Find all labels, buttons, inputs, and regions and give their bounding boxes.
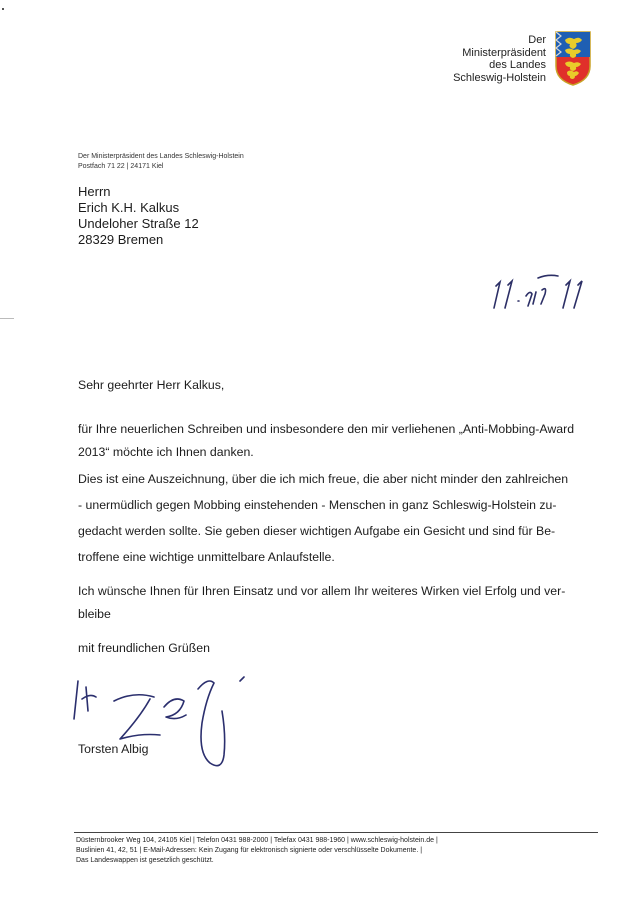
handwritten-date: [478, 268, 608, 316]
paragraph-award-line-4: troffene eine wichtige unmittelbare Anlaufstelle.: [78, 550, 335, 564]
recipient-line-2: Erich K.H. Kalkus: [78, 200, 180, 215]
paragraph-wishes: [78, 580, 598, 626]
salutation: Sehr geehrter Herr Kalkus,: [78, 378, 225, 392]
paragraph-wishes-line-2: bleibe: [78, 607, 111, 621]
footer-line-2: Buslinien 41, 42, 51 | E-Mail-Adressen: Kein Zugang für elektronisch signierte oder verschlüsselte Dokumente. |: [76, 847, 423, 854]
return-address-line-1: Der Ministerpräsident des Landes Schleswig-Holstein: [78, 153, 244, 160]
footer-divider: [74, 832, 598, 833]
return-address-line-2: Postfach 71 22 | 24171 Kiel: [78, 162, 164, 170]
letterhead-line-1: Der: [528, 34, 546, 46]
paragraph-award-line-2: - unermüdlich gegen Mobbing einstehenden - Menschen in ganz Schleswig-Holstein zu-: [78, 498, 557, 512]
footer: [76, 836, 438, 866]
signature: [70, 655, 290, 775]
paragraph-thanks: für Ihre neuerlichen Schreiben und insbesondere den mir verliehenen „Anti-Mobbing-Award 2013“ möchte ich Ihnen danken.: [78, 422, 575, 459]
signer-name: Torsten Albig: [78, 742, 149, 756]
paragraph-award-line-3: gedacht werden sollte. Sie geben dieser wichtigen Aufgabe ein Gesicht und sind für Be-: [78, 524, 556, 538]
letterhead-line-4: Schleswig-Holstein: [453, 71, 546, 84]
letterhead-line-3: des Landes: [489, 59, 546, 71]
paragraph-award-line-1: Dies ist eine Auszeichnung, über die ich mich freue, die aber nicht minder den zahlreichen: [78, 472, 569, 486]
paragraph-award: [78, 466, 598, 570]
fold-mark: [0, 318, 14, 319]
letterhead: [453, 34, 546, 84]
paragraph-wishes-line-1: Ich wünsche Ihnen für Ihren Einsatz und vor allem Ihr weiteres Wirken viel Erfolg und ver-: [78, 584, 566, 598]
return-address: [78, 152, 244, 171]
letterhead-line-2: Ministerpräsident: [462, 46, 546, 59]
recipient-address: [78, 184, 199, 248]
coat-of-arms-icon: [553, 30, 593, 86]
recipient-line-1: Herrn: [78, 184, 111, 199]
footer-line-1: Düsternbrooker Weg 104, 24105 Kiel | Telefon 0431 988-2000 | Telefax 0431 988-1960 | www.schleswig-holstein.de |: [76, 837, 438, 844]
scan-speck: [2, 8, 4, 10]
footer-line-3: Das Landeswappen ist gesetzlich geschützt.: [76, 857, 214, 864]
closing: mit freundlichen Grüßen: [78, 641, 210, 655]
recipient-line-4: 28329 Bremen: [78, 232, 164, 247]
recipient-line-3: Undeloher Straße 12: [78, 216, 199, 231]
